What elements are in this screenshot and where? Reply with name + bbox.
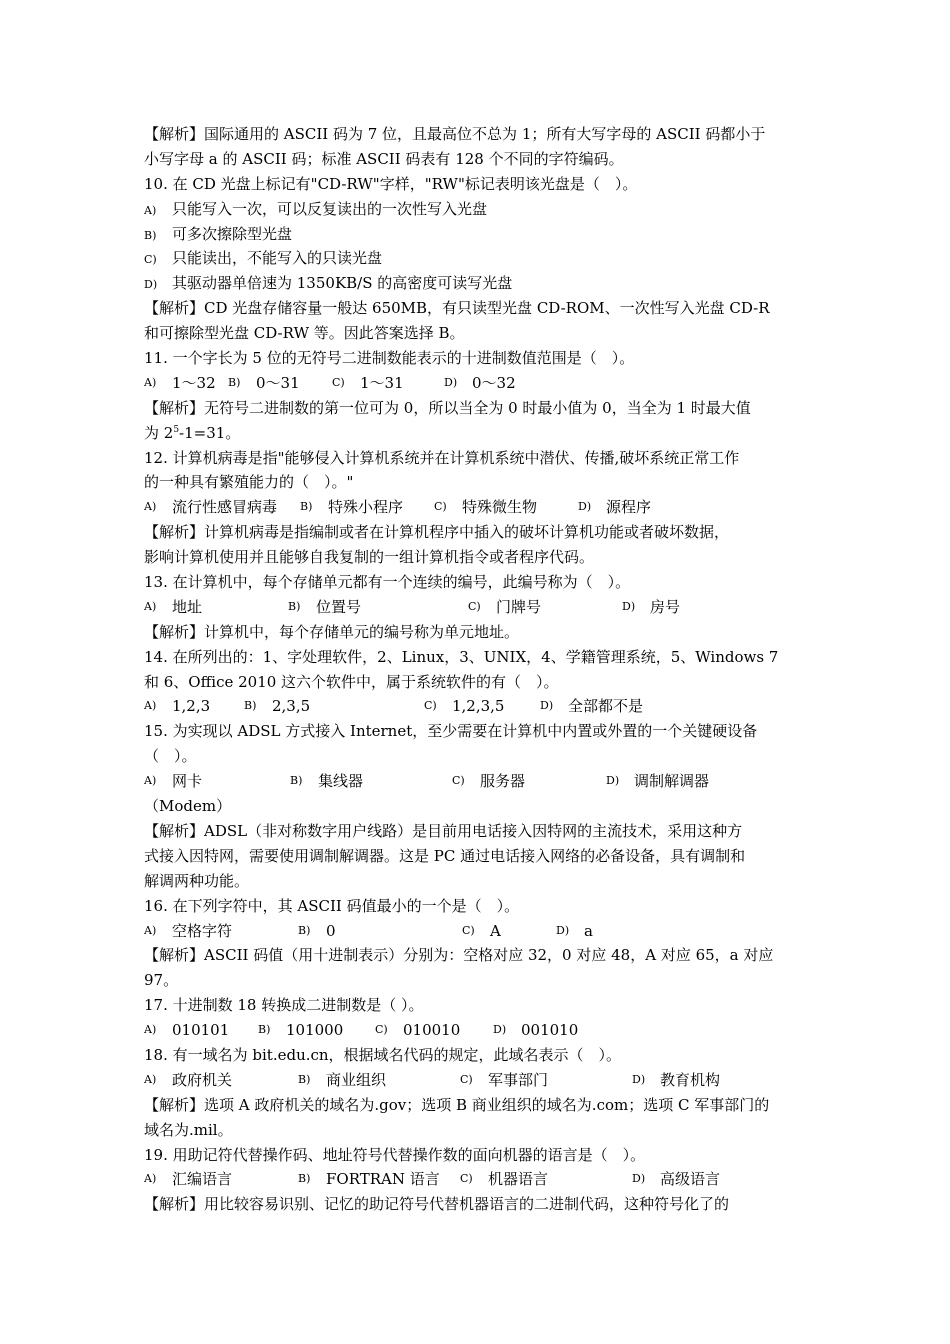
option-c (460, 1167, 632, 1192)
option-a (144, 1068, 298, 1093)
option-d (622, 595, 680, 620)
option-text: FORTRAN 语言 (326, 1170, 440, 1189)
option-letter: B) (228, 375, 241, 389)
question-12-stem: 的一种具有繁殖能力的（ ）。" (144, 473, 354, 492)
option-letter: D) (606, 774, 620, 788)
option-text: 010010 (403, 1021, 461, 1040)
option-letter: A) (144, 699, 157, 713)
option-text: 可多次擦除型光盘 (172, 224, 293, 243)
option-letter: A) (144, 203, 157, 217)
explanation-text: -1=31。 (179, 423, 241, 442)
option-letter: B) (290, 774, 303, 788)
options-row (144, 1068, 814, 1093)
option-text: 地址 (172, 597, 203, 616)
option-text: 流行性感冒病毒 (172, 498, 278, 517)
explanation-line (144, 421, 814, 446)
explanation-line: 式接入因特网，需要使用调制解调器。这是 PC 通过电话接入网络的必备设备，具有调制和 (144, 846, 746, 865)
option-letter: A) (144, 1023, 157, 1037)
explanation-line: 【解析】国际通用的 ASCII 码为 7 位，且最高位不总为 1；所有大写字母的 ASCII 码都小于 (144, 125, 766, 143)
option-c (332, 371, 444, 396)
options-row (144, 495, 814, 520)
option-letter: D) (622, 599, 636, 613)
option-text: 1～31 (360, 373, 404, 392)
option-text: 商业组织 (326, 1070, 387, 1089)
option-text: 机器语言 (488, 1170, 549, 1189)
question-12-stem: 12. 计算机病毒是指"能够侵入计算机系统并在计算机系统中潜伏、传播,破坏系统正常工作 (144, 448, 740, 467)
option-letter: D) (632, 1072, 646, 1086)
question-15-stem: 15. 为实现以 ADSL 方式接入 Internet，至少需要在计算机中内置或外置的一个关键硬设备 (144, 722, 758, 741)
option-c (144, 246, 814, 271)
explanation-line: 【解析】ADSL（非对称数字用户线路）是目前用电话接入因特网的主流技术，采用这种方 (144, 821, 743, 840)
option-text: A (490, 921, 501, 940)
option-b (290, 769, 452, 794)
option-b (298, 1068, 460, 1093)
option-text: 101000 (286, 1021, 344, 1040)
option-d (556, 919, 593, 944)
option-b (144, 222, 814, 247)
option-letter: A) (144, 774, 157, 788)
option-letter: C) (434, 500, 447, 514)
option-letter: B) (288, 599, 301, 613)
option-letter: A) (144, 375, 157, 389)
option-letter: A) (144, 923, 157, 937)
option-text: 001010 (521, 1021, 579, 1040)
option-letter: C) (462, 923, 475, 937)
option-letter: B) (298, 1072, 311, 1086)
option-a (144, 1167, 298, 1192)
options-row (144, 919, 814, 944)
option-c (424, 694, 540, 719)
option-letter: B) (258, 1023, 271, 1037)
option-text: 0 (326, 921, 336, 940)
explanation-line: 【解析】选项 A 政府机关的域名为.gov；选项 B 商业组织的域名为.com；选项 C 军事部门的 (144, 1095, 770, 1114)
explanation-line: 【解析】计算机病毒是指编制或者在计算机程序中插入的破坏计算机功能或者破坏数据， (144, 523, 730, 542)
explanation-line: 影响计算机使用并且能够自我复制的一组计算机指令或者程序代码。 (144, 548, 595, 567)
option-text: 门牌号 (496, 597, 542, 616)
option-b (300, 495, 434, 520)
option-letter: D) (632, 1172, 646, 1186)
option-text: 网卡 (172, 772, 203, 791)
option-letter: B) (298, 923, 311, 937)
option-a (144, 197, 814, 222)
option-text: 0～32 (472, 373, 516, 392)
option-letter: C) (460, 1072, 473, 1086)
option-text: 高级语言 (660, 1170, 721, 1189)
explanation-text: 为 2 (144, 423, 174, 442)
option-c (434, 495, 578, 520)
option-a (144, 919, 298, 944)
explanation-line: 97。 (144, 971, 179, 990)
option-letter: A) (144, 1172, 157, 1186)
option-text: 1,2,3,5 (452, 697, 505, 716)
option-letter: C) (144, 253, 157, 267)
option-b (298, 919, 462, 944)
option-text: 政府机关 (172, 1070, 233, 1089)
option-letter: B) (300, 500, 313, 514)
option-text: 特殊小程序 (328, 498, 404, 517)
option-c (468, 595, 622, 620)
option-text: 只能读出，不能写入的只读光盘 (172, 249, 383, 268)
option-text: 汇编语言 (172, 1170, 233, 1189)
explanation-line: 【解析】无符号二进制数的第一位可为 0，所以当全为 0 时最小值为 0，当全为 1 时最大值 (144, 398, 751, 417)
option-text: 只能写入一次，可以反复读出的一次性写入光盘 (172, 199, 488, 218)
option-d (540, 694, 643, 719)
explanation-line: 【解析】CD 光盘存储容量一般达 650MB，有只读型光盘 CD-ROM、一次性写入光盘 CD-R (144, 299, 770, 318)
option-b (258, 1018, 375, 1043)
option-d (632, 1167, 720, 1192)
option-d (144, 271, 814, 296)
option-c (375, 1018, 493, 1043)
option-text: 服务器 (480, 772, 526, 791)
explanation-line: 解调两种功能。 (144, 871, 250, 890)
option-d (444, 371, 516, 396)
question-18-stem: 18. 有一域名为 bit.edu.cn，根据域名代码的规定，此域名表示（ ）。 (144, 1045, 622, 1064)
option-d (632, 1068, 720, 1093)
explanation-line: 小写字母 a 的 ASCII 码；标准 ASCII 码表有 128 个不同的字符编码。 (144, 149, 624, 168)
question-10-stem: 10. 在 CD 光盘上标记有"CD-RW"字样，"RW"标记表明该光盘是（ ）。 (144, 174, 638, 193)
option-d (493, 1018, 578, 1043)
option-letter: D) (556, 923, 570, 937)
option-b (298, 1167, 460, 1192)
document-body (144, 122, 814, 1217)
explanation-line: 【解析】ASCII 码值（用十进制表示）分别为：空格对应 32，0 对应 48，A 对应 65，a 对应 (144, 946, 774, 965)
option-text: 特殊微生物 (462, 498, 538, 517)
option-text: 2,3,5 (272, 697, 311, 716)
option-a (144, 694, 244, 719)
option-letter: B) (144, 228, 157, 242)
question-17-stem: 17. 十进制数 18 转换成二进制数是（ ）。 (144, 996, 424, 1015)
option-a (144, 371, 228, 396)
option-letter: D) (540, 699, 554, 713)
option-a (144, 1018, 258, 1043)
option-letter: C) (375, 1023, 388, 1037)
option-text: 集线器 (318, 772, 364, 791)
option-letter: C) (468, 599, 481, 613)
option-b (228, 371, 332, 396)
option-b (244, 694, 424, 719)
question-14-stem: 和 6、Office 2010 这六个软件中，属于系统软件的有（ ）。 (144, 672, 559, 691)
option-letter: B) (298, 1172, 311, 1186)
option-letter: C) (332, 375, 345, 389)
option-text: 教育机构 (660, 1070, 721, 1089)
option-c (460, 1068, 632, 1093)
option-a (144, 495, 300, 520)
option-d (606, 769, 709, 794)
options-row (144, 1018, 814, 1043)
options-row (144, 1167, 814, 1192)
question-15-stem: （ ）。 (144, 747, 197, 766)
option-text: 其驱动器单倍速为 1350KB/S 的高密度可读写光盘 (172, 274, 513, 293)
option-letter: A) (144, 1072, 157, 1086)
explanation-line: 域名为.mil。 (144, 1120, 233, 1139)
question-16-stem: 16. 在下列字符中，其 ASCII 码值最小的一个是（ ）。 (144, 896, 520, 915)
option-text: 010101 (172, 1021, 230, 1040)
option-text: 1～32 (172, 373, 216, 392)
options-row (144, 595, 814, 620)
option-letter: D) (144, 278, 158, 292)
option-letter: A) (144, 500, 157, 514)
option-b (288, 595, 468, 620)
option-c (462, 919, 556, 944)
options-row (144, 371, 814, 396)
question-11-stem: 11. 一个字长为 5 位的无符号二进制数能表示的十进制数值范围是（ ）。 (144, 349, 635, 368)
option-text: 1,2,3 (172, 697, 211, 716)
option-letter: C) (460, 1172, 473, 1186)
option-letter: C) (424, 699, 437, 713)
option-c (452, 769, 606, 794)
options-row (144, 694, 814, 719)
option-text: a (584, 921, 593, 940)
exponent: 5 (173, 424, 180, 435)
option-text: 军事部门 (488, 1070, 549, 1089)
option-text: 全部都不是 (568, 697, 644, 716)
option-letter: D) (493, 1023, 507, 1037)
explanation-line: 【解析】计算机中，每个存储单元的编号称为单元地址。 (144, 622, 520, 641)
option-letter: A) (144, 599, 157, 613)
option-letter: D) (578, 500, 592, 514)
question-19-stem: 19. 用助记符代替操作码、地址符号代替操作数的面向机器的语言是（ ）。 (144, 1145, 646, 1164)
question-13-stem: 13. 在计算机中，每个存储单元都有一个连续的编号，此编号称为（ ）。 (144, 573, 631, 592)
explanation-line: 和可擦除型光盘 CD-RW 等。因此答案选择 B。 (144, 324, 465, 343)
option-a (144, 595, 288, 620)
option-text: 空格字符 (172, 921, 233, 940)
option-text: 房号 (650, 597, 681, 616)
option-letter: D) (444, 375, 458, 389)
option-a (144, 769, 290, 794)
option-text: 位置号 (316, 597, 362, 616)
option-text: 源程序 (606, 498, 652, 517)
option-d (578, 495, 651, 520)
option-text: 调制解调器 (634, 772, 710, 791)
question-14-stem: 14. 在所列出的：1、字处理软件，2、Linux，3、UNIX，4、学籍管理系统，5、Windows 7 (144, 647, 779, 666)
option-text: 0～31 (256, 373, 300, 392)
option-d-continuation: （Modem） (144, 797, 232, 816)
options-row (144, 769, 814, 794)
option-letter: B) (244, 699, 257, 713)
explanation-line: 【解析】用比较容易识别、记忆的助记符号代替机器语言的二进制代码，这种符号化了的 (144, 1195, 730, 1214)
option-letter: C) (452, 774, 465, 788)
